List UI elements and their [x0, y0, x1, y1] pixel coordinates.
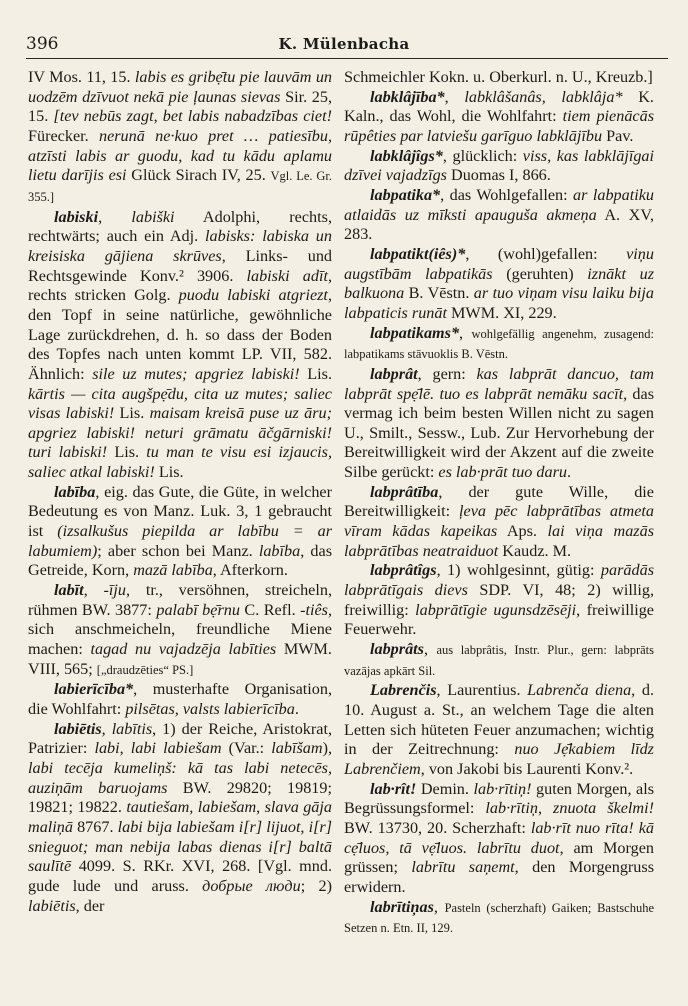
entry-small-text: Pasteln (scherzhaft) Gaiken; Bastschuhe Setzen n. Etn. II, 129. [344, 900, 654, 936]
entry-text: , Afterkorn. [212, 561, 288, 580]
dictionary-entry [28, 720, 332, 917]
entry-italic-text: -tiês [300, 600, 328, 619]
entry-italic-text: tu man te visu esi izjaucis, saliec atkal labiski! [28, 443, 333, 482]
entry-text: K. Kaln., das Wohl, die Wohlfahrt: [344, 87, 654, 126]
entry-italic-text: [tev nebūs zagt, bet labis nabadzības ciet! [53, 107, 333, 126]
entry-italic-text: es lab·prāt tuo daru [438, 463, 568, 482]
entry-italic-text: iznākt uz balkuona [344, 264, 654, 303]
entry-text: ; 2) [300, 876, 332, 895]
entry-italic-text: sile uz mutes; apgriez labiski! [92, 364, 300, 383]
entry-headword: Labrenčis [370, 681, 437, 700]
entry-small-text: B. Vēstn. [458, 347, 509, 362]
entry-italic-text: (izsalkušus piepilda ar labību = ar labumiem) [28, 522, 332, 560]
entry-text: Glück Sirach IV, 25. [126, 166, 271, 185]
entry-headword: labierīcība* [54, 680, 134, 699]
entry-text: , [83, 581, 104, 600]
entry-text: , (wohl)gefallen: [465, 244, 627, 263]
entry-text: (geruhten) [492, 264, 588, 283]
entry-italic-text: labīšam [271, 739, 323, 758]
entry-text: , der [75, 896, 105, 915]
entry-small-text: Sil. [415, 663, 436, 678]
entry-text: , tr., versöhnen, streicheln, rühmen BW. 3877: [28, 581, 333, 619]
entry-text: . [294, 700, 299, 718]
entry-text: , freiwillige Feuerwehr. [344, 600, 654, 639]
entry-text: , das vermag ich beim besten Willen nicht zu sagen U., Smilt., Sessw., Lub. Zur Hervorhebung der Bereitwilligkeit wird der Akzent auf die zweite Silbe gerückt: [344, 384, 654, 482]
entry-italic-text: labi bija labiešam i[r] lijuot, i[r] snieguot; man nebija labas dienas i[r] baltā saulītē [28, 817, 332, 876]
dictionary-entry [344, 780, 654, 898]
entry-text: Aps. [497, 522, 548, 541]
entry-headword: labība [54, 482, 96, 501]
entry-text: 4099. S. RKr. XVI, 268. [Vgl. mnd. gude lude und aruss. [28, 857, 332, 895]
entry-text: IV Mos. 11, 15. [28, 68, 135, 86]
entry-headword: labprâts [370, 640, 424, 659]
entry-italic-text: viņu augstībām labpatikās [344, 244, 654, 283]
entry-italic-text: добрые люди [202, 876, 301, 895]
entry-text: Lis. [299, 364, 332, 383]
entry-text: Pav. [602, 126, 634, 145]
entry-text: Demin. [416, 779, 474, 798]
entry-italic-text: labi tecēja kumeliņš: kā tas labi netecēs, auziņām baruojams [28, 758, 332, 797]
entry-small-text: [„draudzēties“ PS.] [96, 662, 194, 677]
entry-italic-text: ar tuo viņam visu laiku bija labpaticis runāt [344, 284, 654, 322]
dictionary-entry [344, 483, 654, 562]
dictionary-entry [28, 208, 332, 483]
entry-text: , der gute Wille, die Bereitwilligkeit: [344, 482, 654, 521]
entry-headword: labpatika* [370, 185, 441, 204]
entry-italic-text: labis es gribẹ̄tu pie lauvām un uodzēm dzīvuot nekā pie ļaunas sievas [28, 68, 333, 106]
dictionary-entry [344, 640, 654, 681]
entry-headword: labklâjîgs* [370, 146, 443, 165]
entry-text: , von Jakobi bis Laurenti Konv.². [420, 759, 634, 778]
entry-italic-text: labisks: labiska un kreisiska gājiena skrūves [28, 227, 332, 265]
entry-text: Kaudz. M. [498, 541, 572, 560]
entry-text: ), [322, 739, 333, 758]
entry-text: , das Wohlgefallen: [440, 185, 574, 204]
entry-italic-text: lai viņa mazās labprātības neatraiduot [344, 522, 654, 560]
entry-text: Lis. [107, 443, 147, 462]
entry-text: , 1) der Reiche, Aristokrat, Patrizier: [28, 719, 332, 758]
dictionary-entry [28, 680, 332, 719]
entry-italic-text: labrītu saņemt [411, 858, 515, 877]
left-column [28, 68, 332, 916]
entry-text: C. Refl. [239, 600, 301, 619]
entry-headword: labprâtība [370, 482, 439, 501]
entry-text: BW. 29820; 19819; 19821; 19822. [28, 778, 332, 817]
dictionary-entry [28, 581, 332, 680]
entry-italic-text: nuo Jẹ̄kabiem līdz Labrenčiem [344, 740, 654, 778]
entry-small-text: Vgl. Le. Gr. 355.] [28, 169, 333, 204]
entry-headword: labīt [54, 581, 84, 600]
entry-small-text: aus labprâtis, Instr. Plur., gern: [436, 643, 615, 658]
entry-text: , musterhafte Organisation, die Wohlfahrt: [28, 680, 332, 718]
entry-text: A. XV, 283. [344, 205, 654, 244]
entry-text: , [444, 87, 465, 106]
entry-italic-text: labklâšanâs, labklâja* [464, 87, 623, 106]
entry-headword: lab·rît! [370, 779, 417, 798]
entry-text: , glücklich: [442, 146, 523, 165]
entry-headword: labpatikt(iês)* [370, 244, 466, 263]
entry-italic-text: viss, kas labklājīgai dzīvei vajadzīgs [344, 146, 654, 185]
entry-small-text: labpatikams stāvuoklis [344, 347, 459, 362]
entry-text: , [433, 897, 445, 916]
entry-text: Adolphi, rechts, rechtwärts; auch ein Adj. [28, 207, 332, 246]
entry-italic-text: Labrenča diena [527, 681, 632, 700]
entry-italic-text: kārtis — cita augšpẹ̄du, cita uz mutes; saliec visas labiski! [28, 384, 332, 423]
entry-text: , [101, 719, 112, 738]
entry-text: , [98, 207, 132, 226]
entry-text: 8767. [72, 817, 118, 836]
entry-italic-text: tiem pienācās rūpêties par latviešu garīguo labklājību [344, 107, 654, 145]
entry-headword: labrītiņas [370, 897, 434, 916]
dictionary-entry [344, 561, 654, 640]
entry-italic-text: tagad nu vajadzēja labīties [90, 640, 277, 659]
entry-text: , 1) wohlgesinnt, gütig: [436, 561, 601, 580]
entry-text: guten Morgen, als Begrüssungsformel: [344, 779, 655, 818]
entry-italic-text: kas labprāt dancuo, tam labprāt spẹ̄lē. tuo es labprāt nemāku sacīt [344, 364, 654, 403]
page-number: 396 [26, 34, 59, 54]
entry-text: MWM. XI, 229. [446, 303, 557, 322]
entry-italic-text: labiski adīt [246, 266, 328, 285]
entry-italic-text: lab·rīt nuo rīta! kā cẹ̄luos, tā vẹ̄luos. labrītu duot [344, 818, 654, 857]
entry-text: B. Vēstn. [404, 284, 474, 303]
dictionary-entry [344, 147, 654, 186]
entry-text: MWM. VIII, 565; [28, 640, 332, 678]
entry-text: ; aber schon bei Manz. [97, 541, 259, 560]
entry-text: , sich anschmeicheln, freundliche Miene machen: [28, 600, 332, 659]
dictionary-entry [344, 681, 654, 779]
entry-italic-text: maisam kreisā puse uz āru; apgriez labiski! neturi grāmatu āčgārniski! turi labiski! [28, 404, 332, 462]
right-column [344, 68, 654, 939]
dictionary-entry [344, 88, 654, 147]
entry-text: , den Topf in seine natürliche, gewöhnliche Lage zurückdrehen, d. h. so dass der Boden des Topfes nach unten kommt LP. VII, 582. Ähnlich: [28, 286, 332, 383]
entry-italic-text: labiētis [28, 896, 76, 915]
entry-text: Fürecker. [28, 126, 99, 145]
entry-italic-text: parādās labprātīgais dievs [344, 561, 654, 600]
dictionary-entry [344, 186, 654, 245]
entry-small-text: labprāts vazājas apkārt [344, 643, 655, 678]
entry-text: , rechts stricken Golg. [28, 266, 332, 305]
entry-italic-text: nerunā ne·kuo pret … patiesību, atzīsti labis ar guodu, kad tu kādu aplamu lietu darījis esi [28, 126, 332, 185]
running-title: K. Mülenbacha [278, 35, 410, 53]
dictionary-entry [28, 68, 332, 208]
dictionary-entry [28, 483, 332, 581]
entry-italic-text: labprātīgie ugunsdzēsēji [415, 600, 577, 619]
entry-italic-text: pilsētas, valsts labierīcība [125, 700, 295, 718]
entry-text: Lis. [154, 463, 184, 482]
entry-italic-text: tautiešam, labiešam, slava gāja maliņā [28, 798, 332, 836]
entry-headword: labklâjība* [370, 87, 445, 106]
entry-italic-text: puodu labiski atgriezt [178, 286, 328, 305]
entry-headword: labpatikams* [370, 323, 460, 342]
entry-text: , den Morgengruss erwidern. [344, 858, 654, 896]
dictionary-entry [344, 68, 654, 88]
entry-italic-text: labiški [131, 207, 175, 226]
entry-italic-text: ļeva pēc labprātības atmeta vīram kādas kapeikas [344, 502, 654, 541]
entry-italic-text: -īju [103, 581, 126, 600]
entry-italic-text: palabī bẹ̄rnu [156, 600, 240, 619]
entry-text: , das Getreide, Korn, [28, 541, 333, 580]
entry-text: , [459, 323, 472, 342]
entry-text: BW. 13730, 20. Scherzhaft: [344, 818, 531, 837]
entry-text: . [567, 463, 572, 482]
entry-italic-text: ar labpatiku atlaidās uz mīksti apauguša akmeņa [344, 185, 655, 224]
dictionary-entry [344, 324, 654, 365]
entry-italic-text: lab·rītiņ! [473, 779, 532, 798]
entry-text: Lis. [114, 404, 150, 423]
entry-text: (Var.: [221, 739, 272, 758]
dictionary-entry [344, 245, 654, 324]
entry-headword: labprâtîgs [370, 561, 437, 580]
entry-text: , eig. das Gute, die Güte, in welcher Bedeutung es von Manz. Luk. 3, 1 gebraucht ist [28, 482, 332, 541]
entry-small-text: wohlgefällig angenehm, zusagend: [471, 326, 655, 341]
entry-text: Sir. 25, 15. [28, 87, 332, 126]
entry-text: , Laurentius. [436, 681, 528, 700]
entry-headword: labiski [54, 207, 99, 226]
entry-text: , [423, 640, 437, 659]
dictionary-entry [344, 365, 654, 483]
entry-text: SDP. VI, 48; 2) willig, freiwillig: [344, 581, 654, 619]
entry-italic-text: mazā labība [133, 561, 213, 580]
entry-headword: labprât [370, 364, 418, 383]
entry-text: Duomas I, 866. [446, 166, 551, 185]
entry-italic-text: lab·rītiņ, znuota škelmi! [485, 799, 654, 818]
entry-text: , gern: [417, 364, 477, 383]
entry-italic-text: labītis [111, 719, 153, 738]
entry-italic-text: labi, labi labiešam [94, 739, 222, 758]
header-rule [26, 58, 668, 59]
dictionary-entry [344, 898, 654, 939]
entry-italic-text: labība [258, 541, 301, 560]
entry-text: , d. 10. August a. St., an welchem Tage die alten Letten sich hüteten Feuer anzumachen; wichtig in der Zeitrechnung: [344, 681, 654, 759]
entry-text: Schmeichler Kokn. u. Oberkurl. n. U., Kreuzb.] [344, 68, 653, 86]
entry-headword: labiētis [54, 719, 102, 738]
entry-text: , Links- und Rechtsgewinde Konv.² 3906. [28, 246, 333, 285]
entry-text: , am Morgen grüssen; [344, 838, 654, 877]
